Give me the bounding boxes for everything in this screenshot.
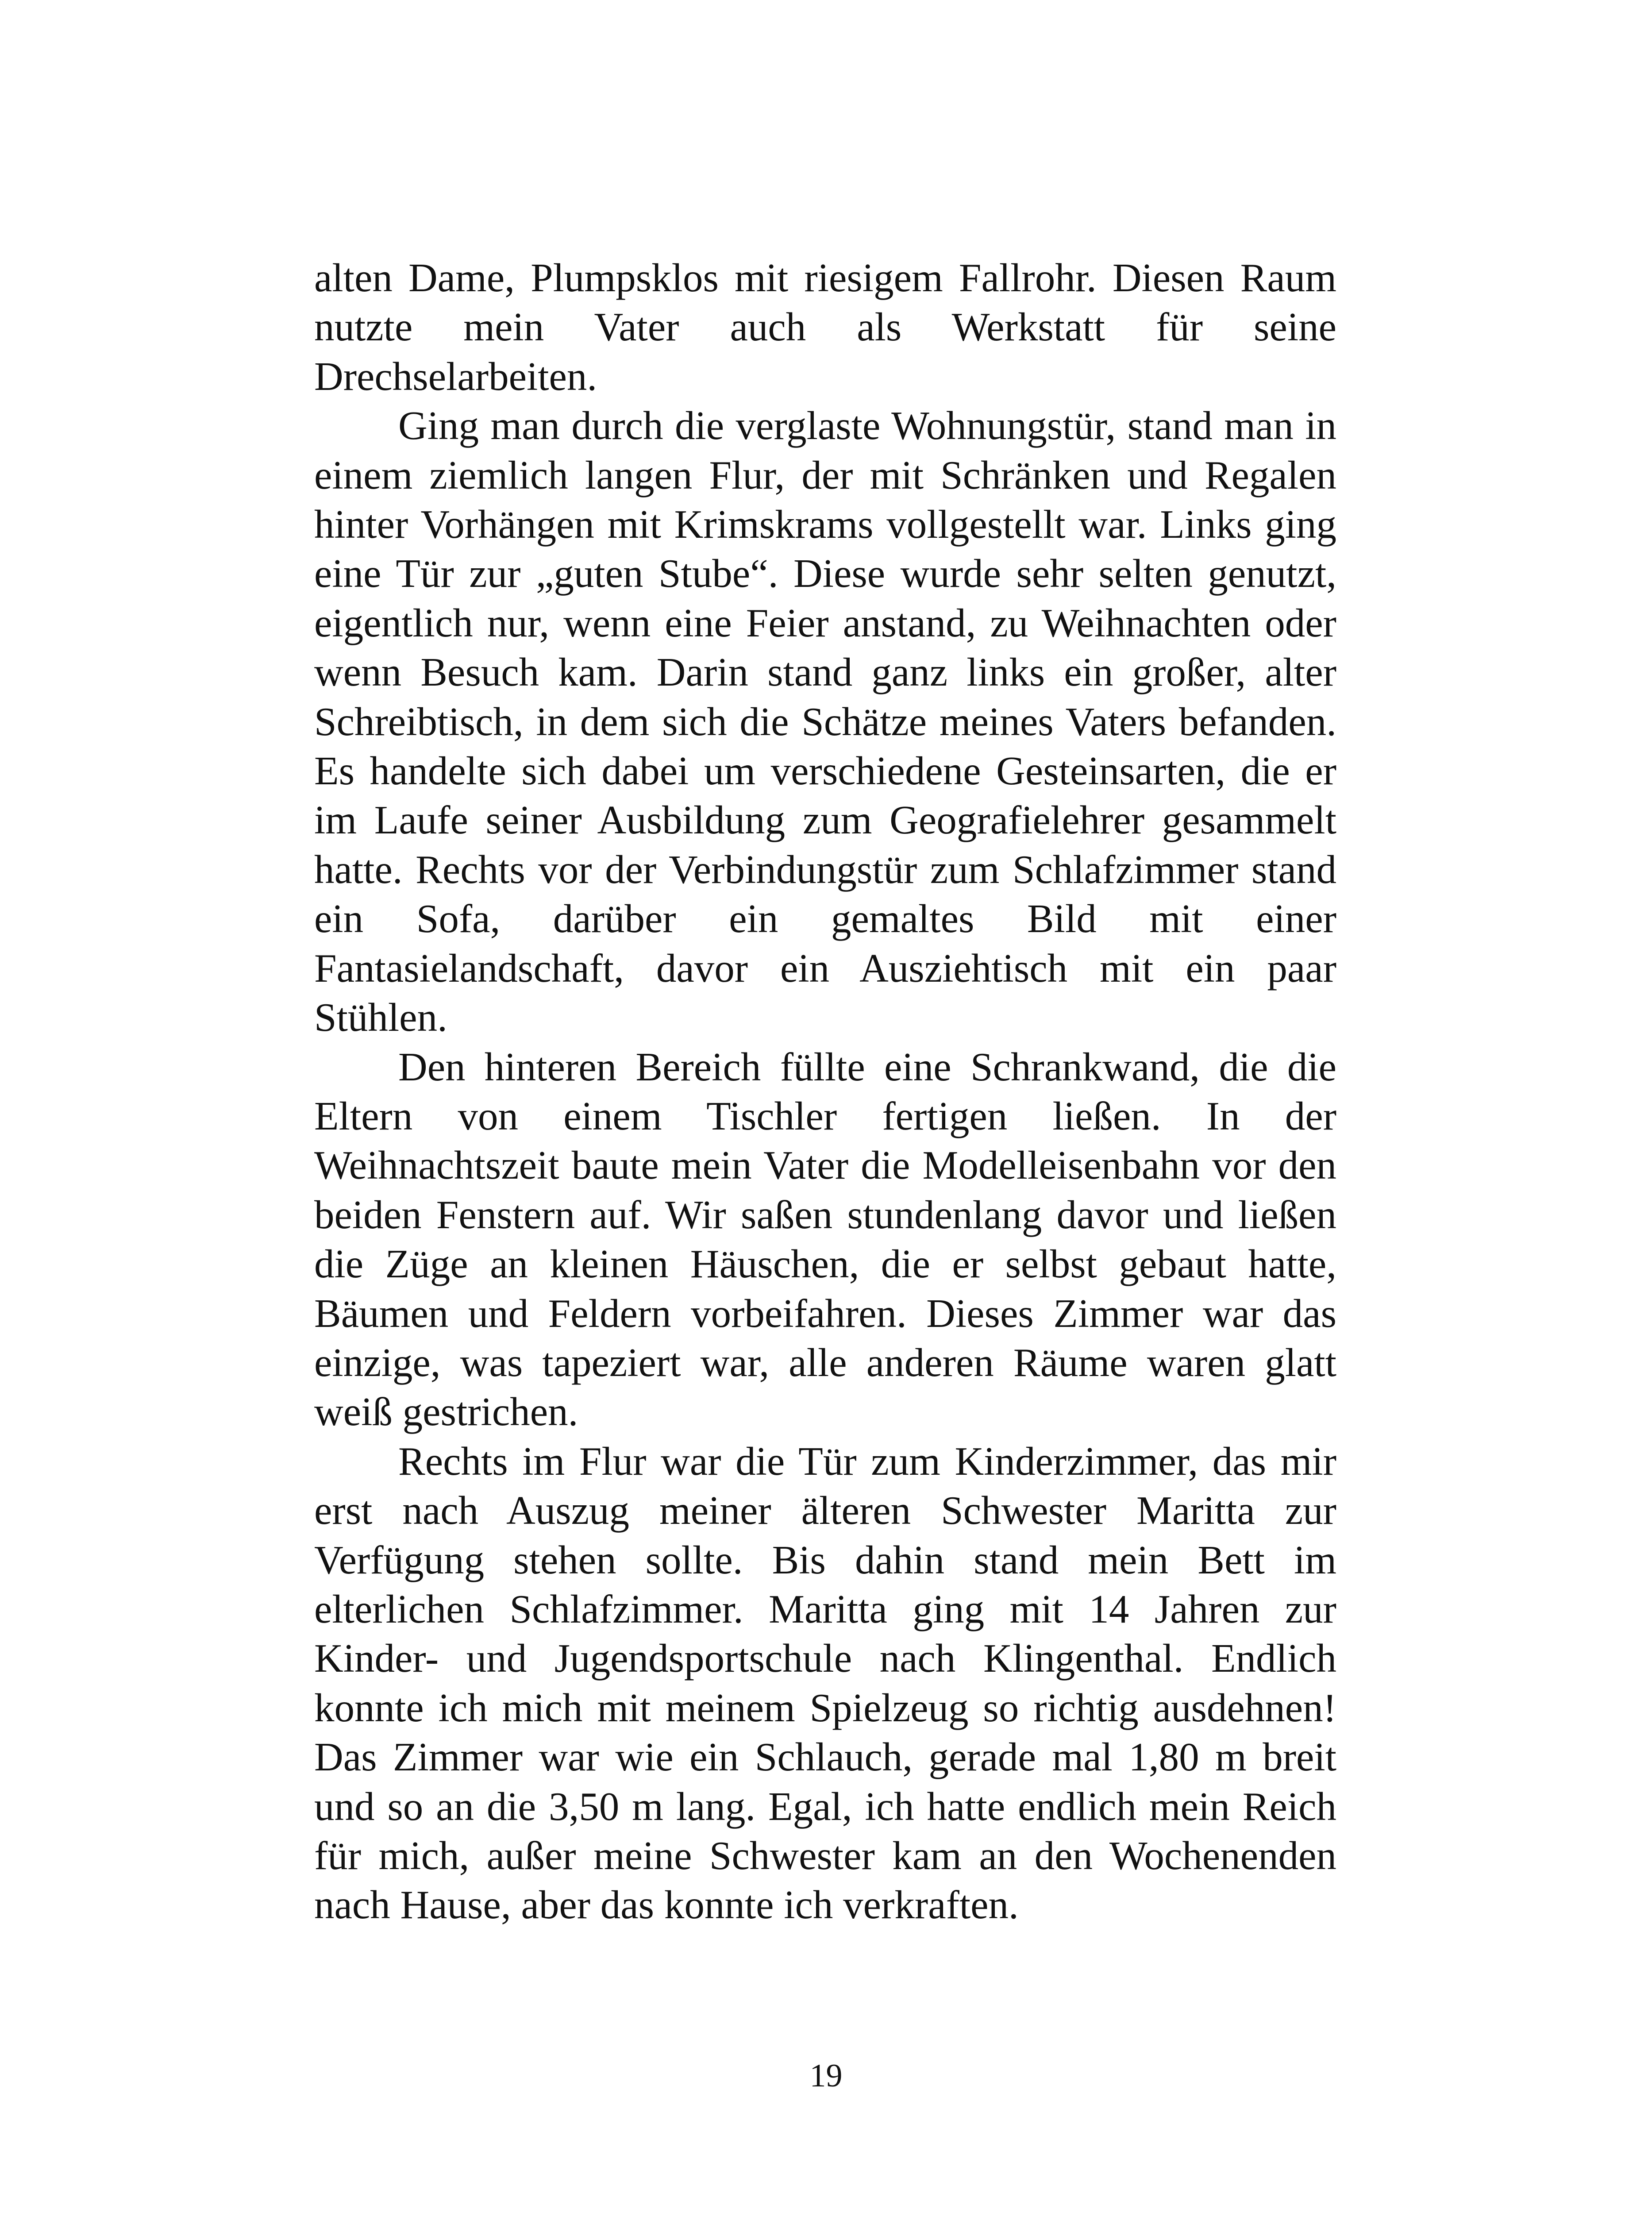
paragraph-hallway: Ging man durch die verglaste Wohnungstür, stand man in einem ziemlich langen Flur, der mit Schränken und Regalen hinter Vorhängen mit Krimskrams vollgestellt war. Links ging eine Tür zur „guten Stube“. Diese wurde sehr selten genutzt, eigentlich nur, wenn eine Feier anstand, zu Weihnachten oder wenn Besuch kam. Darin stand ganz links ein großer, alter Schreibtisch, in dem sich die Schätze meines Vaters befanden. Es handelte sich dabei um verschiedene Gesteinsarten, die er im Laufe seiner Ausbildung zum Geografielehrer gesammelt hatte. Rechts vor der Verbindungstür zum Schlafzimmer stand ein Sofa, darüber ein gemaltes Bild mit einer Fantasielandschaft, davor ein Ausziehtisch mit ein paar Stühlen.: [314, 403, 1336, 1040]
page-number: 19: [809, 2058, 843, 2094]
paragraph-living-room: Den hinteren Bereich füllte eine Schrankwand, die die Eltern von einem Tischler fertigen ließen. In der Weihnachtszeit baute mein Vater die Modelleisenbahn vor den beiden Fenstern auf. Wir saßen stundenlang davor und ließen die Züge an kleinen Häuschen, die er selbst gebaut hatte, Bäumen und Feldern vorbeifahren. Dieses Zimmer war das einzige, was tapeziert war, alle anderen Räume waren glatt weiß gestrichen.: [314, 1044, 1336, 1434]
body-text: [314, 253, 1336, 1930]
paragraph-continuation: alten Dame, Plumpsklos mit riesigem Fallrohr. Diesen Raum nutzte mein Vater auch als Werkstatt für seine Drechselarbeiten.: [314, 255, 1336, 399]
paragraph-childrens-room: Rechts im Flur war die Tür zum Kinderzimmer, das mir erst nach Auszug meiner älteren Schwester Maritta zur Verfügung stehen sollte. Bis dahin stand mein Bett im elterlichen Schlafzimmer. Maritta ging mit 14 Jahren zur Kinder- und Jugendsportschule nach Klingenthal. Endlich konnte ich mich mit meinem Spielzeug so richtig ausdehnen! Das Zimmer war wie ein Schlauch, gerade mal 1,80 m breit und so an die 3,50 m lang. Egal, ich hatte endlich mein Reich für mich, außer meine Schwester kam an den Wochenenden nach Hause, aber das konnte ich verkraften.: [314, 1438, 1336, 1928]
